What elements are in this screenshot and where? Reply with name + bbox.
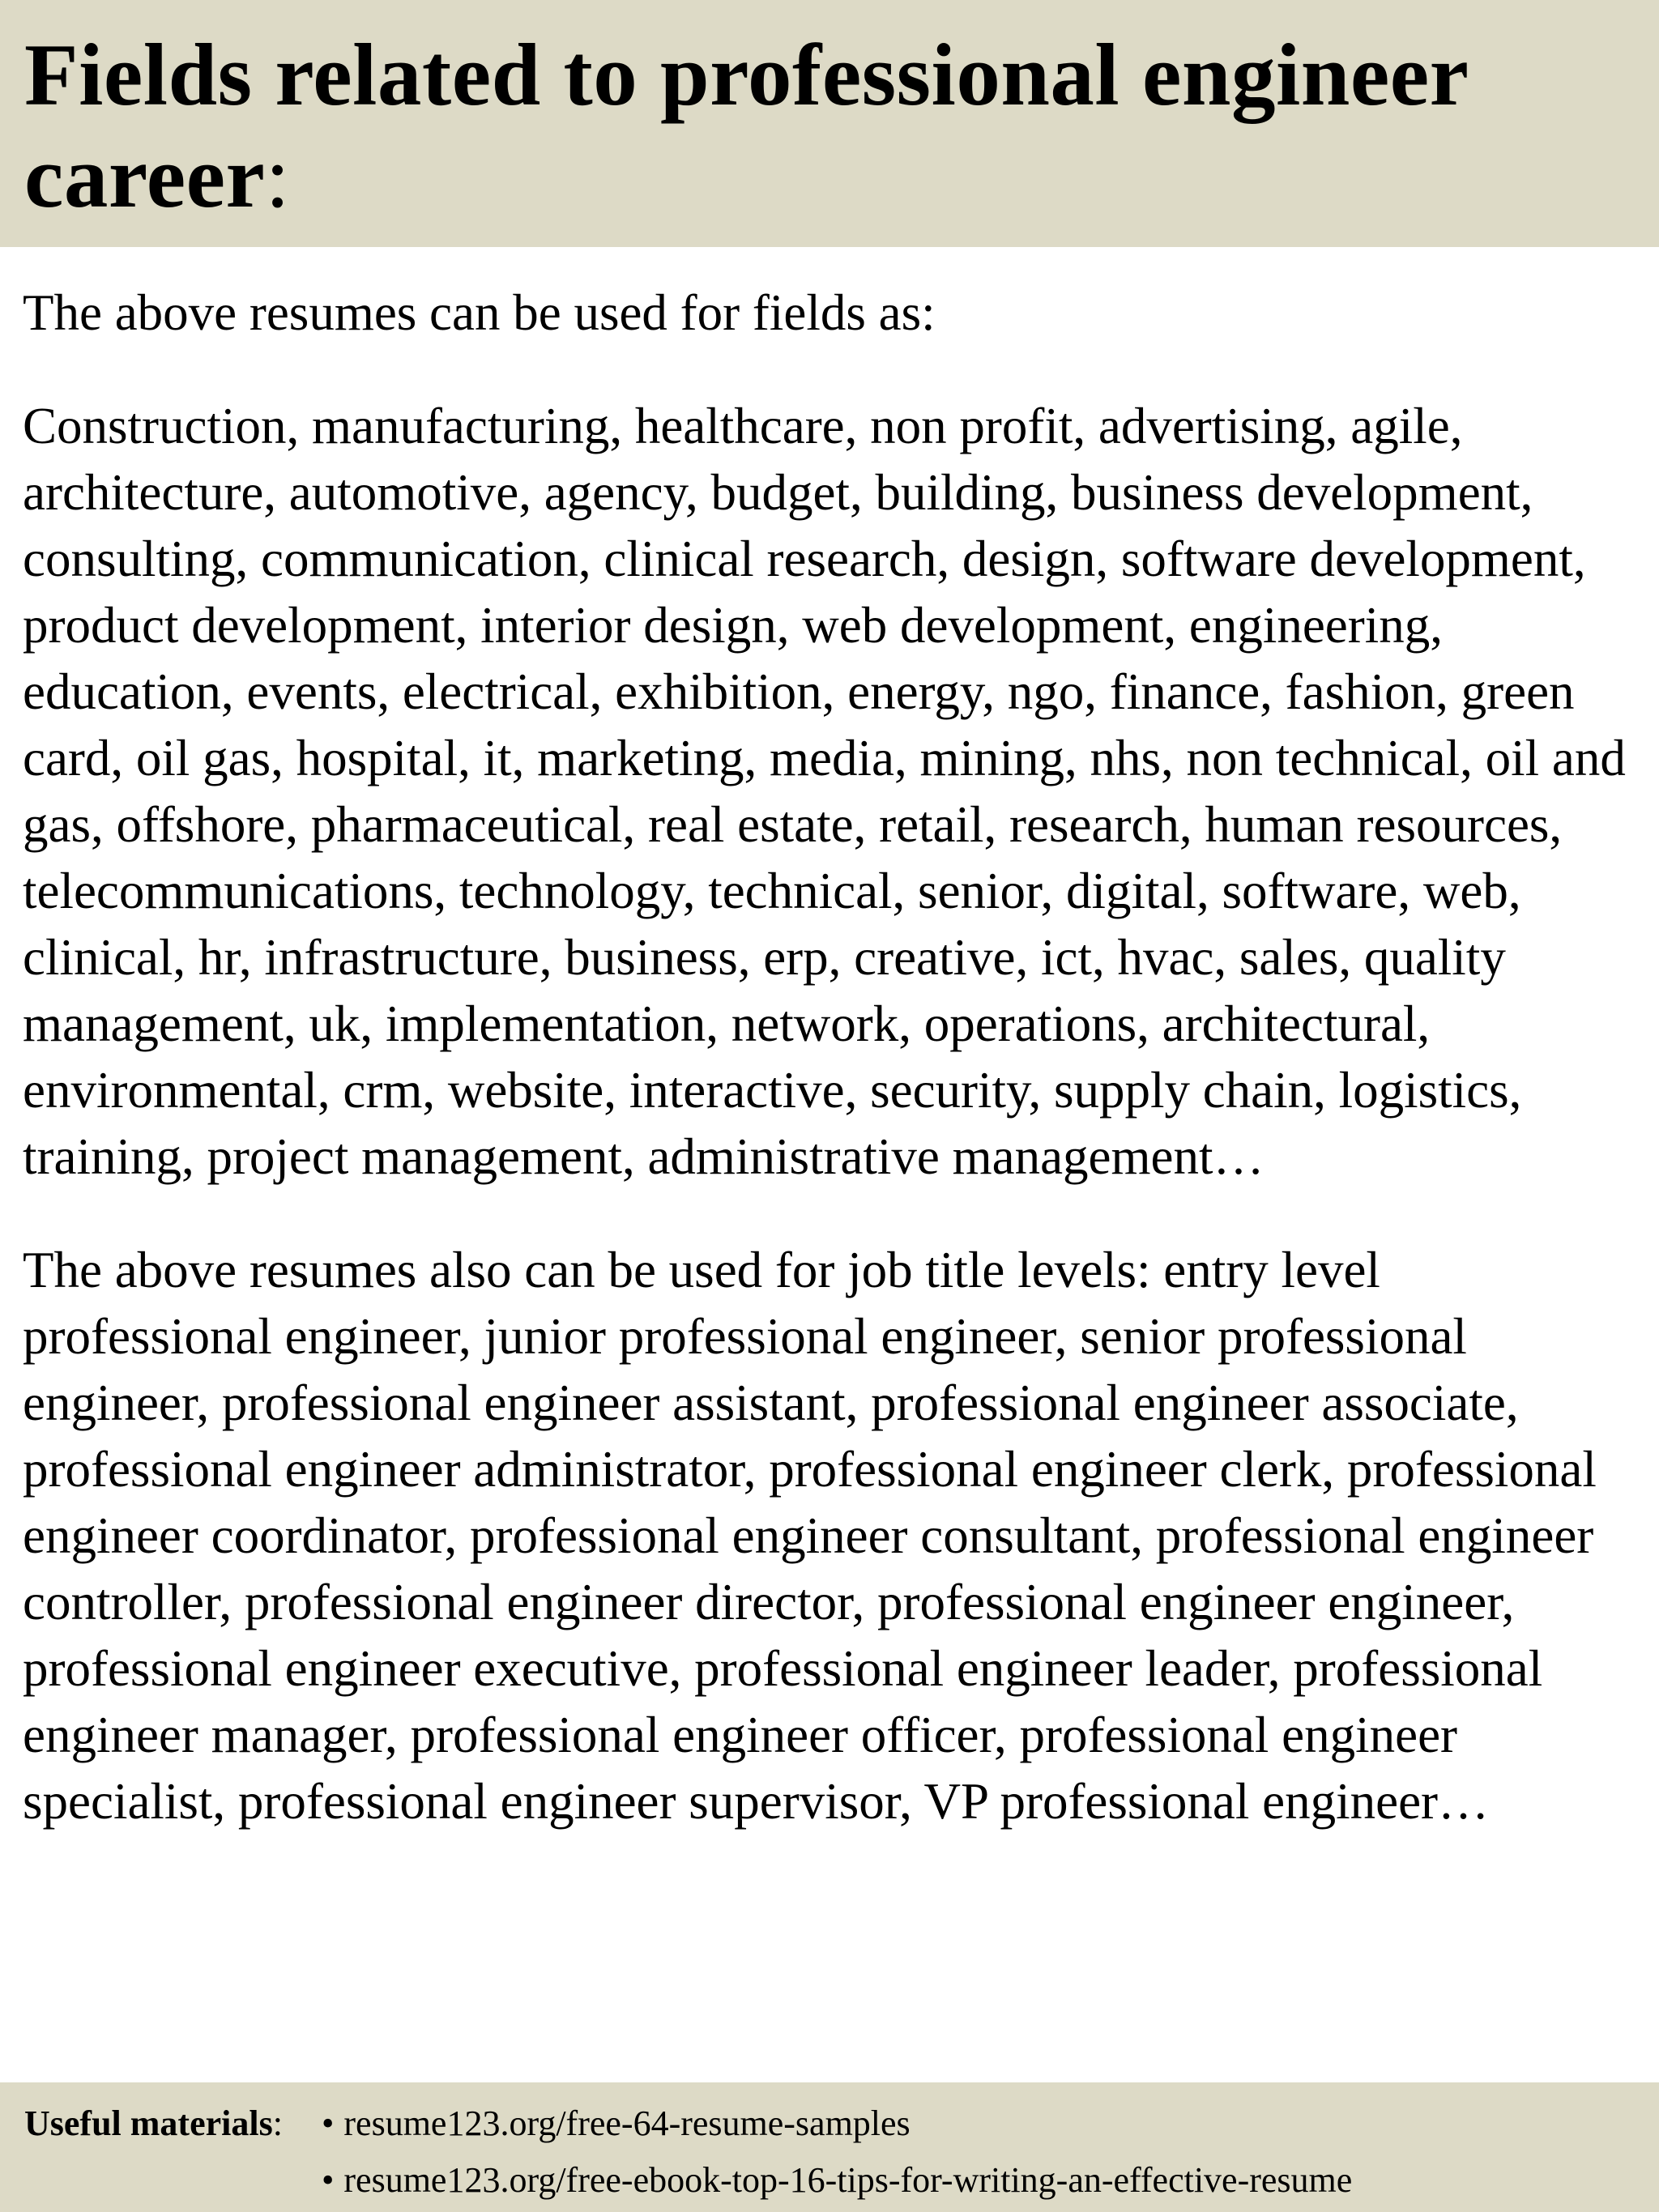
bullet-icon: • — [322, 2103, 335, 2143]
job-levels-list: The above resumes also can be used for job title levels: entry level professional engineer, junior professional engineer, senior professional engineer, professional engineer assistant, professional engineer associate, professional engineer administrator, professional engineer clerk, professional engineer coordinator, professional engineer consultant, professional engineer controller, professional engineer director, professional engineer engineer, professional engineer executive, professional engineer leader, professional engineer manager, professional engineer officer, professional engineer specialist, professional engineer supervisor, VP professional engineer… — [23, 1242, 1597, 1830]
fields-list: Construction, manufacturing, healthcare, non profit, advertising, agile, architecture, automotive, agency, budget, building, business development, consulting, communication, clinical research, design, software development, product development, interior design, web development, engineering, education, events, electrical, exhibition, energy, ngo, finance, fashion, green card, oil gas, hospital, it, marketing, media, mining, nhs, non technical, oil and gas, offshore, pharmaceutical, real estate, retail, research, human resources, telecommunications, technology, technical, senior, digital, software, web, clinical, hr, infrastructure, business, erp, creative, ict, hvac, sales, quality management, uk, implementation, network, operations, architectural, environmental, crm, website, interactive, security, supply chain, logistics, training, project management, administrative management… — [23, 398, 1626, 1185]
bullet-icon: • — [322, 2160, 335, 2200]
main-content — [23, 279, 1639, 1835]
useful-materials-colon: : — [272, 2103, 283, 2143]
footer-row-1 — [24, 2095, 1659, 2152]
useful-materials-label: Useful materials — [24, 2103, 273, 2143]
page-header — [0, 0, 1659, 247]
resource-link-1[interactable] — [322, 2095, 911, 2152]
resource-link-2-text: resume123.org/free-ebook-top-16-tips-for-writing-an-effective-resume — [343, 2160, 1353, 2200]
intro-text: The above resumes can be used for fields as: — [23, 284, 936, 341]
page-title — [24, 24, 1610, 228]
page-title-colon: : — [265, 128, 291, 226]
footer — [0, 2082, 1659, 2212]
footer-row-2 — [24, 2152, 1659, 2209]
resource-link-1-text: resume123.org/free-64-resume-samples — [343, 2103, 911, 2143]
resource-link-2[interactable] — [322, 2152, 1352, 2209]
page-title-text: Fields related to professional engineer career — [24, 26, 1468, 226]
